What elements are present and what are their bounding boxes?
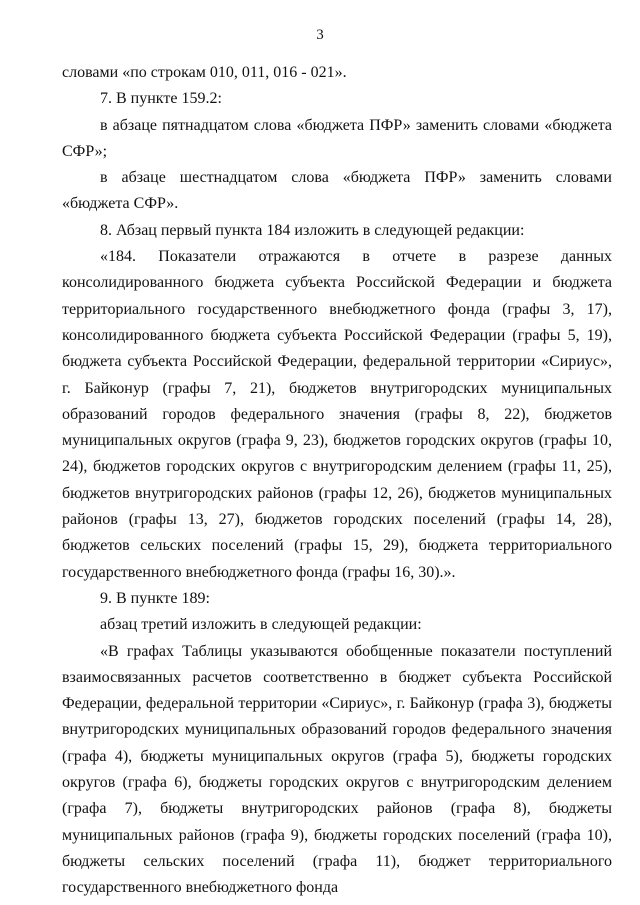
paragraph-item-189-text: «В графах Таблицы указываются обобщенные показатели поступлений взаимосвязанных расчетов соответственно в бюджет субъекта Российской Федерации, федеральной территории «Сириус», г. Байконур (графа 3), бюджеты внутригородских муниципальных образований городов федерального значения (графа 4), бюджеты муниципальных округов (графа 5), бюджеты городских округов (графа 6), бюджеты городских округов с внутригородским делением (графа 7), бюджеты внутригородских районов (графа 8), бюджеты муниципальных районов (графа 9), бюджеты городских поселений (графа 10), бюджеты сельских поселений (графа 11), бюджет территориального государственного внебюджетного фонда — [62, 642, 612, 897]
page-number: 3 — [316, 27, 324, 43]
paragraph-continuation: словами «по строкам 010, 011, 016 - 021». — [62, 64, 347, 81]
paragraph-item-184-text: «184. Показатели отражаются в отчете в разрезе данных консолидированного бюджета субъекта Российской Федерации и бюджета территориального государственного внебюджетного фонда (графы 3, 17), консолидированного бюджета субъекта Российской Федерации (графы 5, 19), бюджета субъекта Российской Федерации, федеральной территории «Сириус», г. Байконур (графы 7, 21), бюджетов внутригородских муниципальных образований городов федерального значения (графы 8, 22), бюджетов муниципальных округов (графа 9, 23), бюджетов городских округов (графы 10, 24), бюджетов городских округов с внутригородским делением (графы 11, 25), бюджетов внутригородских районов (графы 12, 26), бюджетов муниципальных районов (графы 13, 27), бюджетов городских поселений (графы 14, 28), бюджетов сельских поселений (графы 15, 29), бюджета территориального государственного внебюджетного фонда (графы 16, 30).». — [62, 248, 612, 581]
paragraph-item-8: 8. Абзац первый пункта 184 изложить в следующей редакции: — [100, 221, 525, 239]
document-body — [62, 60, 612, 902]
paragraph-item-7-sub-1: в абзаце пятнадцатом слова «бюджета ПФР» заменить словами «бюджета СФР»; — [62, 116, 612, 160]
paragraph-item-7-sub-2: в абзаце шестнадцатом слова «бюджета ПФР» заменить словами «бюджета СФР». — [62, 169, 612, 213]
paragraph-item-7: 7. В пункте 159.2: — [100, 90, 222, 108]
paragraph-item-9-sub-1: абзац третий изложить в следующей редакции: — [100, 616, 422, 634]
paragraph-item-9: 9. В пункте 189: — [100, 589, 210, 607]
